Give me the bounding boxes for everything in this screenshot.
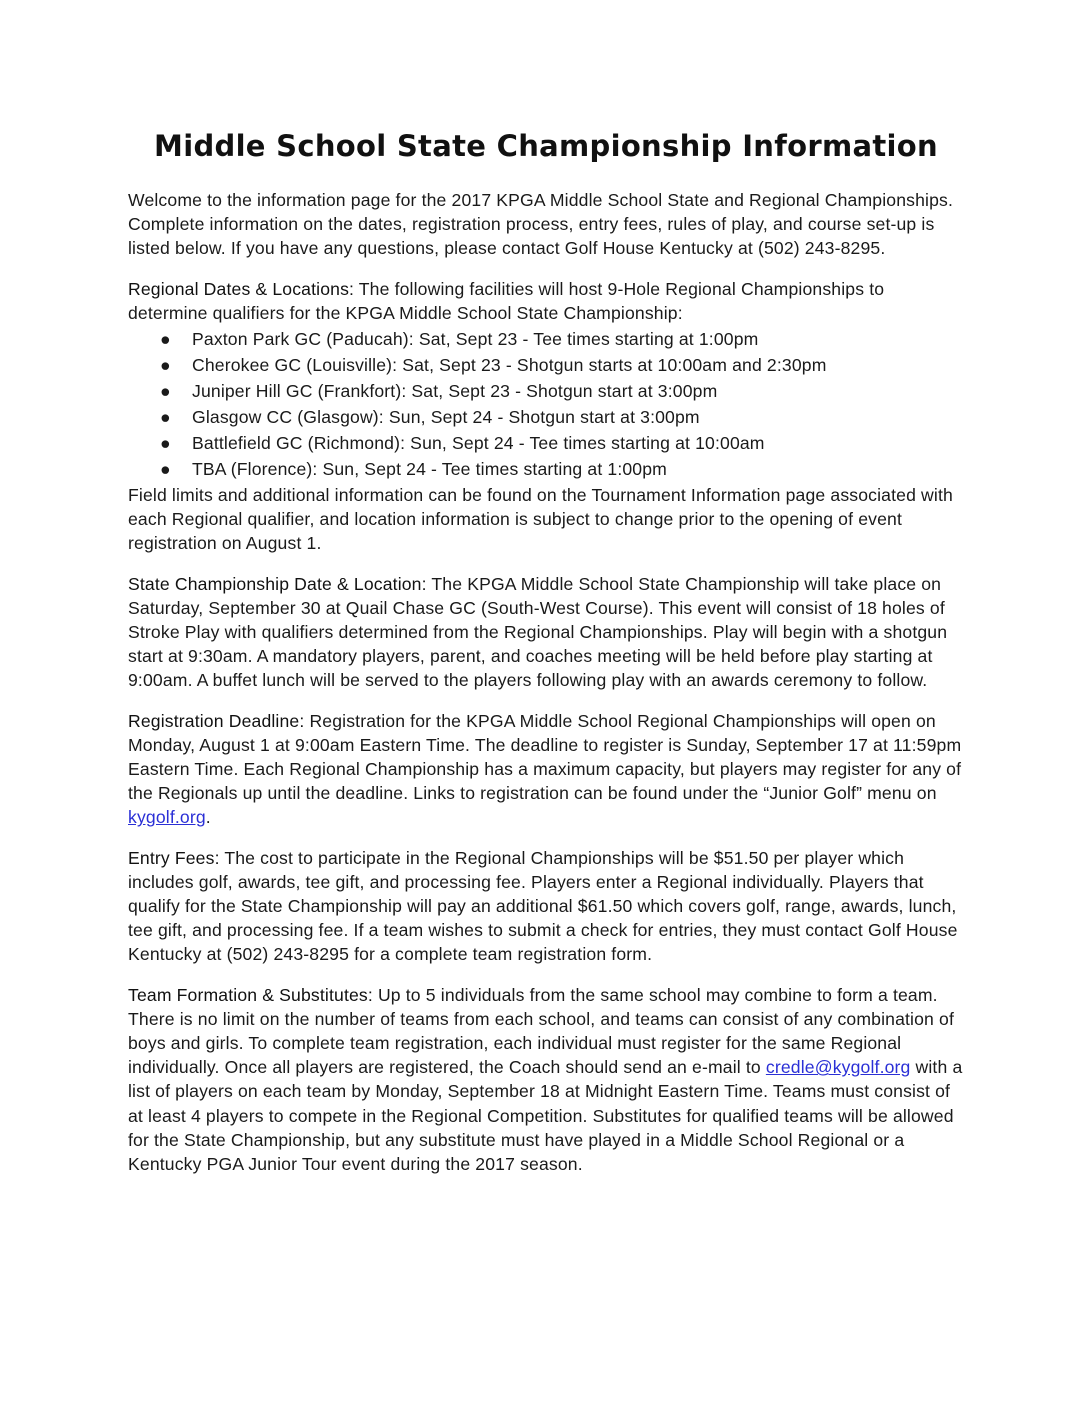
intro-paragraph: Welcome to the information page for the 2017 KPGA Middle School State and Regional Championships. Complete information on the dates, registration process, entry fees, rules of play, and course set-up is listed below. If you have any questions, please contact Golf House Kentucky at (502) 243-8295. xyxy=(128,190,953,259)
team-paragraph xyxy=(128,983,964,1177)
fees-body: The cost to participate in the Regional Championships will be $51.50 per player which includes golf, awards, tee gift, and processing fee. Players enter a Regional individually. Players that qualify for the State Championship will pay an additional $61.50 which covers golf, range, awards, lunch, tee gift, and processing fee. If a team wishes to submit a check for entries, they must contact Golf House Kentucky at (502) 243-8295 for a complete team registration form. xyxy=(128,847,958,965)
regional-item-text: Paxton Park GC (Paducah): Sat, Sept 23 - Tee times starting at 1:00pm xyxy=(192,329,759,350)
bullet-icon: ● xyxy=(160,407,171,428)
regional-item-text: Cherokee GC (Louisville): Sat, Sept 23 - Shotgun starts at 10:00am and 2:30pm xyxy=(192,355,827,376)
regional-item-text: Glasgow CC (Glasgow): Sun, Sept 24 - Shotgun start at 3:00pm xyxy=(192,407,700,428)
regional-after-text: Field limits and additional information can be found on the Tournament Information page associated with each Regional qualifier, and location information is subject to change prior to the opening of event registration on August 1. xyxy=(128,485,953,554)
regional-intro-text: The following facilities will host 9-Hole Regional Championships to determine qualifiers for the KPGA Middle School State Championship: xyxy=(128,278,885,323)
bullet-icon: ● xyxy=(160,355,171,376)
state-body: The KPGA Middle School State Championship will take place on Saturday, September 30 at Quail Chase GC (South-West Course). This event will consist of 18 holes of Stroke Play with qualifiers determined from the Regional Championships. Play will begin with a shotgun start at 9:30am. A mandatory players, parent, and coaches meeting will be held before play starting at 9:00am. A buffet lunch will be served to the players following play with an awards ceremony to follow. xyxy=(128,573,948,691)
fees-paragraph xyxy=(128,846,964,967)
fees-heading: Entry Fees: xyxy=(128,847,220,868)
registration-tail: . xyxy=(205,807,211,828)
email-link[interactable]: credle@kygolf.org xyxy=(765,1057,911,1078)
regional-list-item xyxy=(128,378,964,404)
bullet-icon: ● xyxy=(160,459,171,480)
team-heading: Team Formation & Substitutes: xyxy=(128,984,373,1005)
regional-heading: Regional Dates & Locations: xyxy=(128,278,355,299)
regional-item-text: Battlefield GC (Richmond): Sun, Sept 24 - Tee times starting at 10:00am xyxy=(192,433,765,454)
regional-list-item xyxy=(128,430,964,456)
state-paragraph xyxy=(128,572,964,693)
bullet-icon: ● xyxy=(160,329,171,350)
regional-item-text: Juniper Hill GC (Frankfort): Sat, Sept 23 - Shotgun start at 3:00pm xyxy=(192,381,718,402)
regional-item-text: TBA (Florence): Sun, Sept 24 - Tee times starting at 1:00pm xyxy=(192,459,667,480)
document-page xyxy=(128,126,964,1192)
regional-list-item xyxy=(128,404,964,430)
regional-list-item xyxy=(128,352,964,378)
regional-list xyxy=(128,326,964,482)
team-body: Up to 5 individuals from the same school may combine to form a team. There is no limit on the number of teams from each school, and teams can consist of any combination of boys and girls. To complete team registration, each individual must register for the same Regional individually. Once all players are registered, the Coach should send an e-mail to xyxy=(128,984,954,1078)
registration-body: Registration for the KPGA Middle School Regional Championships will open on Monday, August 1 at 9:00am Eastern Time. The deadline to register is Sunday, September 17 at 11:59pm Eastern Time. Each Regional Championship has a maximum capacity, but players may register for any of the Regionals up until the deadline. Links to registration can be found under the “Junior Golf” menu on xyxy=(128,710,962,804)
regional-list-item xyxy=(128,456,964,482)
state-heading: State Championship Date & Location: xyxy=(128,573,427,594)
registration-paragraph xyxy=(128,709,964,830)
page-title: Middle School State Championship Information xyxy=(154,129,938,163)
regional-section xyxy=(128,277,964,556)
team-tail: with a list of players on each team by Monday, September 18 at Midnight Eastern Time. Teams must consist of at least 4 players to compete in the Regional Competition. Substitutes for qualified teams will be allowed for the State Championship, but any substitute must have played in a Middle School Regional or a Kentucky PGA Junior Tour event during the 2017 season. xyxy=(128,1057,963,1175)
bullet-icon: ● xyxy=(160,433,171,454)
regional-intro xyxy=(128,277,964,325)
registration-heading: Registration Deadline: xyxy=(128,710,305,731)
kygolf-link[interactable]: kygolf.org xyxy=(128,807,206,828)
regional-list-item xyxy=(128,326,964,352)
bullet-icon: ● xyxy=(160,381,171,402)
